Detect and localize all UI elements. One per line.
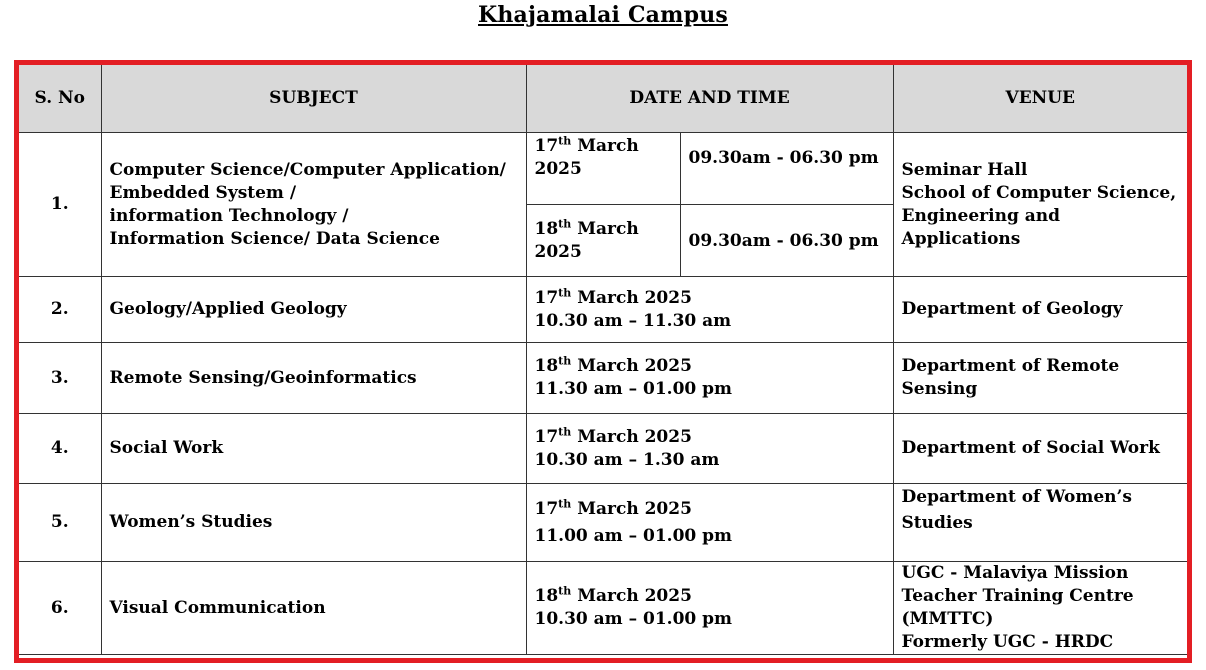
header-sno: S. No [19,65,101,133]
date-day: 18 [534,218,559,239]
subject-line: information Technology / [109,205,349,226]
date-year: 2025 [534,159,582,179]
row-sno: 6. [19,562,101,655]
row-venue: Department of Social Work [893,414,1187,484]
venue-line: (MMTTC) [901,609,994,629]
row-sno: 4. [19,414,101,484]
row-sno: 3. [19,343,101,414]
date-suffix: th [558,216,572,230]
row-subject [101,133,526,277]
row-date [526,133,680,205]
row-date-time [526,562,893,655]
date-suffix: th [558,134,572,148]
page-title: Khajamalai Campus [478,2,728,28]
row-subject: Remote Sensing/Geoinformatics [101,343,526,414]
date-day: 18 [534,586,559,606]
subject-line: Information Science/ Data Science [109,228,440,249]
row-venue [893,562,1187,655]
row-date-time [526,343,893,414]
date-suffix: th [558,285,572,299]
row-date-time [526,484,893,562]
header-venue: VENUE [893,65,1187,133]
venue-line: Formerly UGC - HRDC [901,632,1114,652]
venue-line: Department of Women’s [901,487,1132,507]
row-subject: Social Work [101,414,526,484]
time-range: 10.30 am – 01.00 pm [534,609,733,629]
date-month: March [577,136,639,156]
table-row [19,133,1187,205]
schedule-table [19,65,1187,655]
row-venue: Department of Geology [893,277,1187,343]
venue-line: Department of Remote [901,356,1120,376]
time-range: 10.30 am – 11.30 am [534,310,732,331]
date-suffix: th [558,424,572,438]
row-time: 09.30am - 06.30 pm [680,205,893,277]
subject-line: Embedded System / [109,182,297,203]
table-header-row [19,65,1187,133]
row-subject: Visual Communication [101,562,526,655]
date-suffix: th [558,354,572,368]
header-subject: SUBJECT [101,65,526,133]
row-sno: 1. [19,133,101,277]
venue-line: Teacher Training Centre [901,586,1134,606]
row-venue [893,133,1187,277]
venue-line: Studies [901,513,973,533]
date-day: 17 [534,287,559,308]
date-rest: March 2025 [577,426,692,447]
row-date-time [526,277,893,343]
date-suffix: th [558,496,572,510]
date-day: 18 [534,356,559,376]
table-row [19,484,1187,562]
date-month: March [577,218,639,239]
row-subject: Geology/Applied Geology [101,277,526,343]
venue-line: School of Computer Science, [901,182,1177,203]
subject-line: Computer Science/Computer Application/ [109,159,506,180]
date-day: 17 [534,426,559,447]
date-rest: March 2025 [577,586,692,606]
row-date-time [526,414,893,484]
row-date [526,205,680,277]
date-rest: March 2025 [577,287,692,308]
table-row [19,343,1187,414]
date-day: 17 [534,136,559,156]
time-range: 10.30 am – 1.30 am [534,449,720,470]
venue-line: Seminar Hall [901,159,1028,180]
venue-line: Engineering and Applications [901,205,1061,249]
table-row [19,277,1187,343]
table-row [19,562,1187,655]
row-subject: Women’s Studies [101,484,526,562]
header-date-time: DATE AND TIME [526,65,893,133]
date-day: 17 [534,498,559,519]
date-suffix: th [558,584,572,598]
date-rest: March 2025 [577,498,692,519]
date-rest: March 2025 [577,356,692,376]
venue-line: Sensing [901,379,978,399]
time-range: 11.30 am – 01.00 pm [534,379,733,399]
schedule-table-frame [14,60,1192,663]
table-row [19,414,1187,484]
date-year: 2025 [534,241,582,262]
time-range: 11.00 am – 01.00 pm [534,525,733,546]
row-venue [893,343,1187,414]
row-sno: 2. [19,277,101,343]
row-venue [893,484,1187,562]
row-sno: 5. [19,484,101,562]
row-time: 09.30am - 06.30 pm [680,133,893,205]
venue-line: UGC - Malaviya Mission [901,563,1129,583]
